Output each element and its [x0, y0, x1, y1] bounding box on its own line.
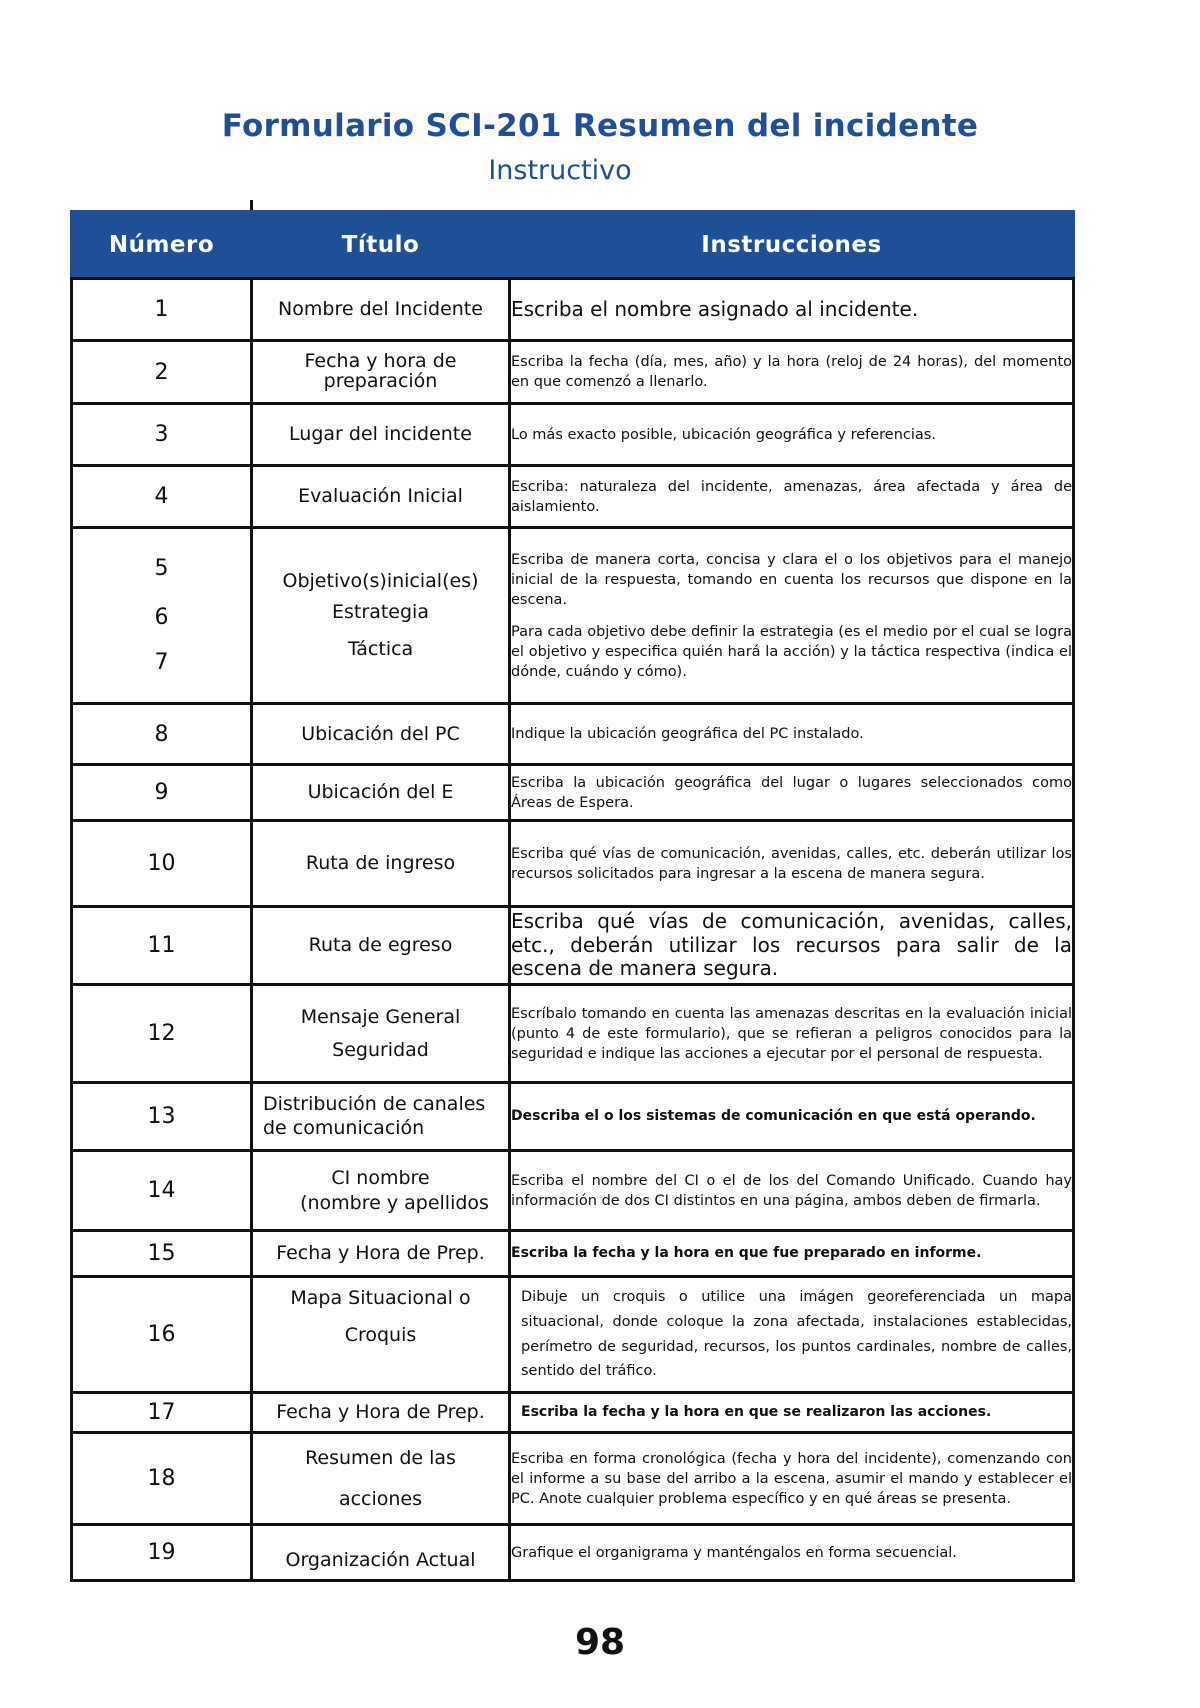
row-title-group — [252, 528, 510, 704]
row-instructions: Lo más exacto posible, ubicación geográfica y referencias. — [510, 404, 1074, 466]
row-number: 9 — [72, 765, 252, 821]
table-row — [72, 1231, 1074, 1277]
row-instructions: Escriba: naturaleza del incidente, amenazas, área afectada y área de aislamiento. — [510, 466, 1074, 528]
row-title: Objetivo(s)inicial(es) — [282, 570, 479, 593]
row-title: Ubicación del E — [252, 765, 510, 821]
row-number: 6 — [154, 605, 169, 630]
row-instructions: Escriba el nombre asignado al incidente. — [510, 279, 1074, 341]
row-title: Fecha y Hora de Prep. — [252, 1231, 510, 1277]
row-number: 3 — [72, 404, 252, 466]
row-title: Fecha y Hora de Prep. — [252, 1393, 510, 1433]
table-row — [72, 404, 1074, 466]
column-header-instructions: Instrucciones — [510, 212, 1074, 279]
row-number: 19 — [72, 1525, 252, 1581]
row-title: Evaluación Inicial — [252, 466, 510, 528]
row-instructions: Describa el o los sistemas de comunicación en que está operando. — [510, 1083, 1074, 1151]
row-title-group — [252, 1433, 510, 1525]
row-title: Estrategia — [332, 601, 429, 624]
row-number: 13 — [72, 1083, 252, 1151]
row-title: de comunicación — [263, 1116, 425, 1139]
row-title: Seguridad — [332, 1038, 429, 1061]
page-subtitle: Instructivo — [488, 155, 632, 186]
row-title: Resumen de las — [305, 1446, 456, 1469]
table-row — [72, 1277, 1074, 1393]
table-row — [72, 985, 1074, 1083]
instructions-table — [70, 210, 1075, 1582]
row-instructions: Escriba la ubicación geográfica del lugar o lugares seleccionados como Áreas de Espera. — [510, 765, 1074, 821]
table-row — [72, 279, 1074, 341]
row-title-group — [252, 1151, 510, 1231]
row-title: Croquis — [344, 1323, 417, 1346]
page-number: 98 — [574, 1622, 626, 1663]
row-title: (nombre y apellidos — [300, 1191, 489, 1214]
table-row — [72, 528, 1074, 704]
row-title-group — [252, 985, 510, 1083]
row-instructions: Escriba la fecha y la hora en que se realizaron las acciones. — [510, 1393, 1074, 1433]
row-instructions: Escriba el nombre del CI o el de los del Comando Unificado. Cuando hay información de dos CI distintos en una página, ambos deben de firmarla. — [510, 1151, 1074, 1231]
table-row — [72, 704, 1074, 765]
row-number: 1 — [72, 279, 252, 341]
row-number: 11 — [72, 907, 252, 985]
row-instructions-group — [510, 528, 1074, 704]
row-number: 12 — [72, 985, 252, 1083]
row-number: 18 — [72, 1433, 252, 1525]
row-title-group — [252, 1277, 510, 1393]
table-row — [72, 341, 1074, 404]
row-instructions: Escríbalo tomando en cuenta las amenazas descritas en la evaluación inicial (punto 4 de este formulario), que se refieran a peligros conocidos para la seguridad e indique las acciones a ejecutar por el personal de respuesta. — [510, 985, 1074, 1083]
row-number: 4 — [72, 466, 252, 528]
row-title: Mensaje General — [300, 1005, 461, 1028]
row-title: Distribución de canales — [263, 1092, 486, 1115]
row-title: Ruta de egreso — [252, 907, 510, 985]
table-row — [72, 1083, 1074, 1151]
row-instructions: Indique la ubicación geográfica del PC instalado. — [510, 704, 1074, 765]
row-title-group — [252, 1083, 510, 1151]
row-number: 15 — [72, 1231, 252, 1277]
divider-tick — [250, 200, 253, 210]
row-title: Nombre del Incidente — [252, 279, 510, 341]
row-instructions: Grafique el organigrama y manténgalos en forma secuencial. — [510, 1525, 1074, 1581]
table-row — [72, 1393, 1074, 1433]
row-instructions: Escriba de manera corta, concisa y clara el o los objetivos para el manejo inicial de la respuesta, tomando en cuenta los recursos que dispone en la escena. — [511, 551, 1072, 608]
table-row — [72, 907, 1074, 985]
row-title: Fecha y hora de preparación — [252, 341, 510, 404]
row-number: 16 — [72, 1277, 252, 1393]
row-title: Organización Actual — [252, 1525, 510, 1581]
row-instructions: Escriba la fecha y la hora en que fue preparado en informe. — [510, 1231, 1074, 1277]
row-instructions: Escriba en forma cronológica (fecha y hora del incidente), comenzando con el informe a su base del arribo a la escena, asumir el mando y establecer el PC. Anote cualquier problema específico y en qué áreas se presenta. — [510, 1433, 1074, 1525]
table-row — [72, 1151, 1074, 1231]
row-instructions: Escriba qué vías de comunicación, avenidas, calles, etc. deberán utilizar los recursos solicitados para ingresar a la escena de manera segura. — [510, 821, 1074, 907]
row-number: 2 — [72, 341, 252, 404]
table-row — [72, 466, 1074, 528]
row-title: Ruta de ingreso — [252, 821, 510, 907]
row-number: 14 — [72, 1151, 252, 1231]
column-header-title: Título — [252, 212, 510, 279]
row-number: 8 — [72, 704, 252, 765]
page-title: Formulario SCI-201 Resumen del incidente — [221, 108, 979, 144]
row-instructions: Para cada objetivo debe definir la estrategia (es el medio por el cual se logra el objetivo y especifica quién hará la acción) y la táctica respectiva (indica el dónde, cuándo y cómo). — [511, 623, 1072, 680]
row-title: acciones — [338, 1487, 423, 1510]
row-instructions: Escriba qué vías de comunicación, avenidas, calles, etc., deberán utilizar los recursos para salir de la escena de manera segura. — [510, 907, 1074, 985]
table-row — [72, 1525, 1074, 1581]
column-header-number: Número — [72, 212, 252, 279]
table-row — [72, 1433, 1074, 1525]
row-title: Mapa Situacional o — [290, 1287, 471, 1309]
row-number: 10 — [72, 821, 252, 907]
table-row — [72, 821, 1074, 907]
row-number: 7 — [154, 650, 169, 675]
row-number: 5 — [154, 556, 169, 581]
row-title: Táctica — [347, 637, 414, 660]
row-title: Ubicación del PC — [252, 704, 510, 765]
row-instructions: Escriba la fecha (día, mes, año) y la hora (reloj de 24 horas), del momento en que comenzó a llenarlo. — [510, 341, 1074, 404]
table-row — [72, 765, 1074, 821]
table-header-row — [72, 212, 1074, 279]
row-number: 17 — [72, 1393, 252, 1433]
row-title: Lugar del incidente — [252, 404, 510, 466]
row-title: CI nombre — [331, 1166, 430, 1189]
row-number-group — [72, 528, 252, 704]
row-instructions: Dibuje un croquis o utilice una imágen georeferenciada un mapa situacional, donde coloque la zona afectada, instalaciones establecidas, perímetro de seguridad, recursos, los puntos cardinales, nombre de calles, sentido del tráfico. — [510, 1277, 1074, 1393]
